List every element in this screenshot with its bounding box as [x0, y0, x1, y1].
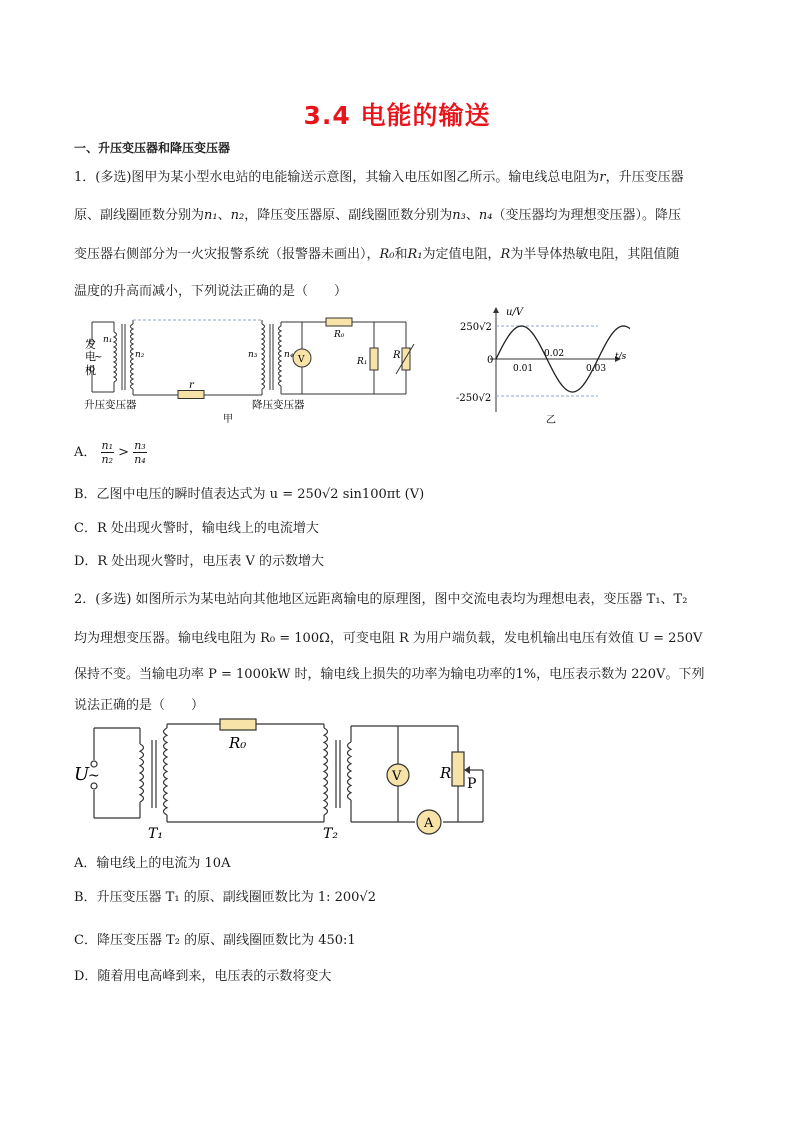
- step-down-label: 降压变压器: [252, 399, 305, 411]
- q1-option-d[interactable]: D．R 处出现火警时，电压表 V 的示数增大: [74, 554, 324, 569]
- label-n1: n₁: [103, 335, 113, 345]
- figure-jia-caption: 甲: [223, 414, 233, 424]
- q2-option-c[interactable]: C．降压变压器 T₂ 的原、副线圈匝数比为 450:1: [74, 933, 356, 948]
- q1-line-1: 1．(多选)图甲为某小型水电站的电能输送示意图，其输入电压如图乙所示。输电线总电阻为r，升压变压器: [74, 170, 684, 185]
- q2-label-T1: T₁: [148, 826, 163, 842]
- page-title: 3.4 电能的输送: [303, 101, 491, 130]
- q2-label-R0: R₀: [229, 734, 247, 752]
- q2-line-2: 均为理想变压器。输电线电阻为 R₀ = 100Ω，可变电阻 R 为用户端负载，发电机输出电压有效值 U = 250V: [74, 631, 703, 646]
- q1-line-2: 原、副线圈匝数分别为n₁、n₂，降压变压器原、副线圈匝数分别为n₃、n₄（变压器均为理想变压器）。降压: [74, 208, 681, 223]
- q2-option-b[interactable]: B．升压变压器 T₁ 的原、副线圈匝数比为 1: 200√2: [74, 890, 376, 905]
- figure-yi-voltage-graph: [450, 302, 630, 428]
- q1-option-b[interactable]: B．乙图中电压的瞬时值表达式为 u = 250√2 sin100πt (V): [74, 487, 425, 502]
- q2-ammeter-icon: A: [424, 816, 434, 831]
- y-tick-negative: -250√2: [456, 393, 492, 404]
- q2-label-U: U: [74, 764, 90, 785]
- y-tick-positive: 250√2: [460, 322, 492, 333]
- label-n3: n₃: [248, 350, 258, 360]
- q2-label-R: R: [440, 764, 452, 782]
- q1-line-4: 温度的升高而减小，下列说法正确的是（ ）: [74, 284, 348, 299]
- label-n4: n₄: [284, 350, 294, 360]
- generator-label-1: 发: [85, 338, 96, 351]
- q2-option-a[interactable]: A．输电线上的电流为 10A: [74, 856, 231, 871]
- step-up-label: 升压变压器: [84, 399, 137, 411]
- label-r: r: [189, 380, 194, 391]
- figure-yi-caption: 乙: [546, 415, 556, 426]
- generator-label-2: 电: [85, 350, 96, 363]
- q1-option-a[interactable]: A． $\frac{\text{n₁}}{\text{n₂}}$ > $\frac{\text{n₃}}{\text{n₄}}$: [74, 439, 146, 466]
- voltmeter-icon: V: [298, 355, 305, 365]
- x-tick-0.03: 0.03: [586, 364, 607, 374]
- q1-option-c[interactable]: C．R 处出现火警时，输电线上的电流增大: [74, 521, 319, 536]
- label-R: R: [393, 350, 401, 361]
- figure-q2-transmission-circuit: [70, 714, 490, 844]
- label-n2: n₂: [135, 350, 145, 360]
- q2-label-P: P: [467, 776, 477, 792]
- label-R1: R₁: [357, 357, 368, 367]
- q2-line-1: 2．(多选) 如图所示为某电站向其他地区远距离输电的原理图，图中交流电表均为理想电表，变压器 T₁、T₂: [74, 592, 688, 607]
- x-tick-0.01: 0.01: [513, 364, 534, 374]
- label-R0: R₀: [334, 330, 345, 340]
- figure-jia-circuit: [80, 312, 420, 424]
- q2-label-T2: T₂: [323, 826, 338, 842]
- y-axis-label: u/V: [506, 307, 524, 318]
- q2-option-d[interactable]: D．随着用电高峰到来，电压表的示数将变大: [74, 969, 332, 984]
- section-heading: 一、升压变压器和降压变压器: [74, 141, 231, 155]
- q2-ac-symbol: ~: [88, 768, 100, 784]
- origin-label: 0: [487, 355, 494, 366]
- generator-label-3: 机: [85, 364, 96, 377]
- x-tick-0.02: 0.02: [544, 349, 565, 359]
- q2-line-3: 保持不变。当输电功率 P = 1000kW 时，输电线上损失的功率为输电功率的1%，电压表示数为 220V。下列: [74, 667, 705, 682]
- q2-line-4: 说法正确的是（ ）: [74, 698, 205, 713]
- generator-ac-symbol: ~: [94, 352, 103, 363]
- q1-line-3: 变压器右侧部分为一火灾报警系统（报警器未画出），R₀和R₁为定值电阻，R为半导体热敏电阻，其阻值随: [74, 247, 680, 262]
- x-axis-label: t/s: [615, 352, 627, 362]
- q2-voltmeter-icon: V: [392, 769, 402, 784]
